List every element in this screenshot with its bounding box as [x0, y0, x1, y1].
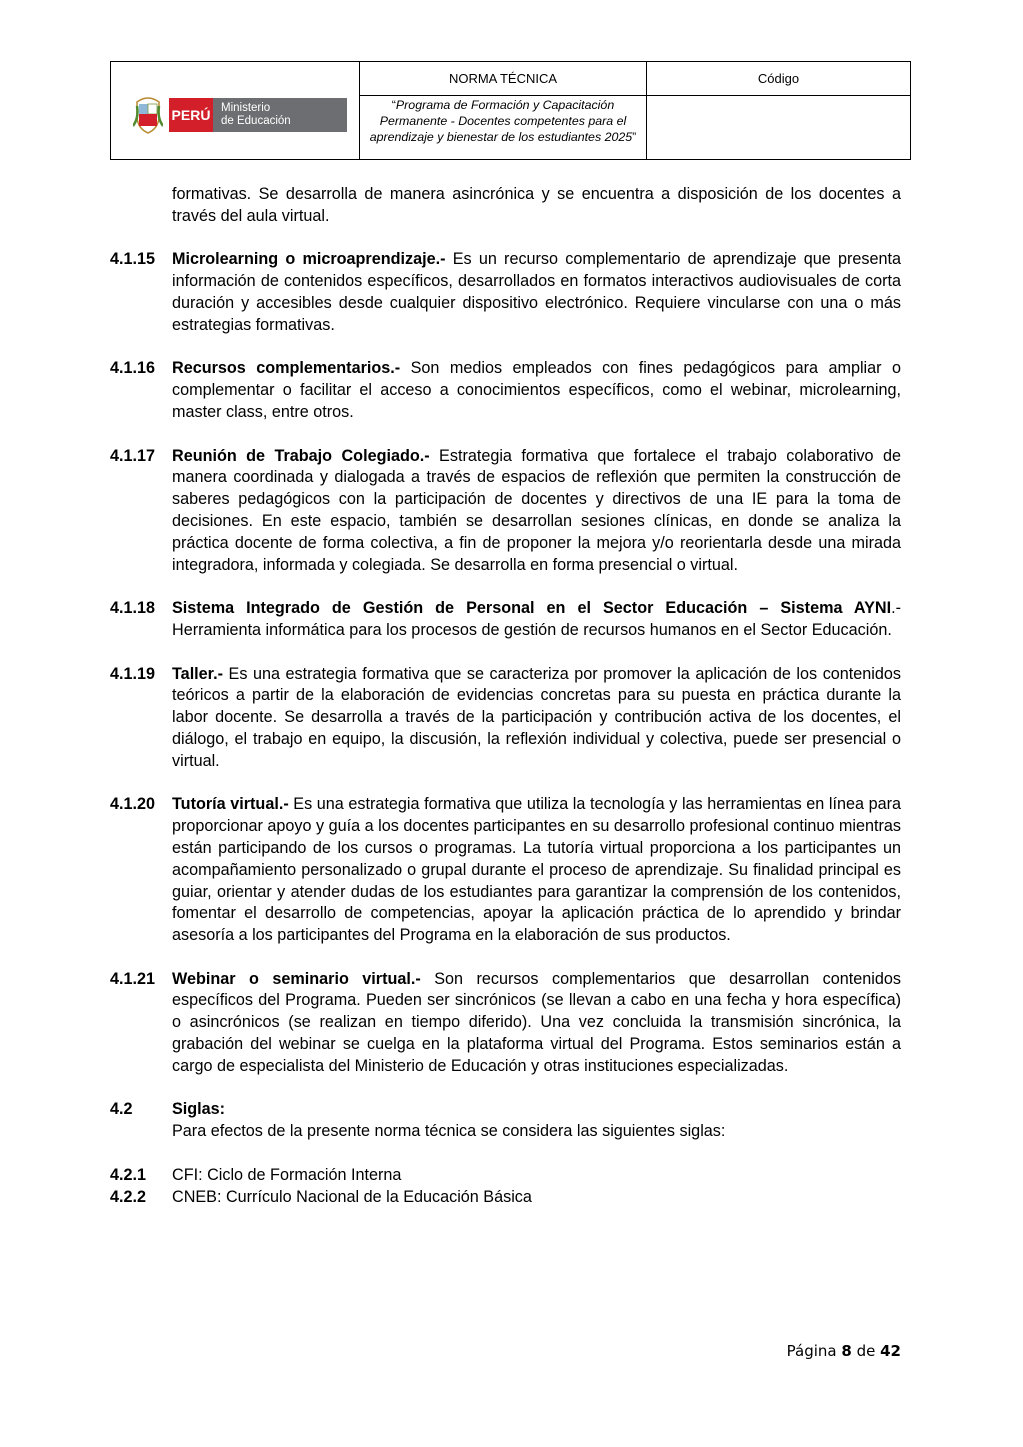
item-text: Es una estrategia formativa que se caracteriza por promover la aplicación de los contenidos teóricos a partir de la elaboración de evidencias concretas para su puesta en práctica durante la labor docente. Se desarrolla a través de la participación y contribución activa de los docentes, el diálogo, el trabajo en equipo, la discusión, la reflexión individual y colectiva, puede ser presencial o virtual. — [172, 664, 901, 770]
intro-paragraph — [110, 184, 901, 228]
page-number: 8 — [841, 1342, 852, 1360]
item-term: Taller.- — [172, 664, 223, 683]
definition-4-1-15 — [110, 249, 901, 336]
section-number: 4.2 — [110, 1100, 133, 1119]
item-number: 4.1.15 — [110, 250, 156, 269]
ministry-line-2: de Educación — [221, 115, 291, 127]
minedu-logo — [133, 94, 347, 136]
definition-4-1-19 — [110, 664, 901, 773]
acronym-text: CNEB: Currículo Nacional de la Educación Básica — [172, 1187, 532, 1206]
item-term: Recursos complementarios.- — [172, 359, 401, 378]
code-cell — [647, 62, 910, 159]
page-footer — [787, 1342, 901, 1360]
definition-4-1-16 — [110, 358, 901, 423]
item-term: Tutoría virtual.- — [172, 795, 289, 814]
document-header — [110, 61, 911, 160]
program-title — [366, 97, 640, 145]
definition-4-1-21 — [110, 969, 901, 1078]
definition-4-1-20 — [110, 794, 901, 947]
section-text: Para efectos de la presente norma técnica se considera las siguientes siglas: — [172, 1122, 726, 1141]
acronym-number: 4.2.2 — [110, 1187, 147, 1206]
logo-cell — [111, 62, 360, 159]
item-number: 4.1.20 — [110, 795, 156, 814]
definition-4-1-17 — [110, 446, 901, 577]
acronym-number: 4.2.1 — [110, 1165, 147, 1184]
item-number: 4.1.17 — [110, 446, 156, 465]
norma-tecnica-label: NORMA TÉCNICA — [360, 62, 646, 96]
item-number: 4.1.18 — [110, 599, 156, 618]
of-label: de — [856, 1342, 876, 1360]
ministry-line-1: Ministerio — [221, 102, 271, 114]
item-text: Es una estrategia formativa que utiliza la tecnología y las herramientas en línea para proporcionar apoyo y guía a los docentes participantes en su desarrollo profesional continuo mientras están participando de los cursos o programas. La tutoría virtual proporciona a los participantes un acompañamiento personalizado o grupal durante el proceso de aprendizaje. Su finalidad principal es guiar, orientar y atender dudas de los estudiantes para garantizar la comprensión de los contenidos, fomentar el desarrollo de competencias, apoyar la aplicación práctica de lo aprendido y brindar asesoría a los participantes del Programa en la elaboración de sus productos. — [172, 795, 901, 945]
item-text: Son recursos complementarios que desarrollan contenidos específicos del Programa. Pueden ser sincrónicos (se llevan a cabo en una fecha y hora específica) o asincrónicos (se realizan en tiempo diferido). Una vez concluida la transmisión sincrónica, la grabación del webinar se cuelga en la plataforma virtual del Programa. Estos seminarios están a cargo de especialista del Ministerio de Educación y otras instituciones especializadas. — [172, 969, 901, 1075]
ministry-label — [213, 98, 347, 132]
program-close-quote: ” — [632, 130, 637, 144]
item-term: Webinar o seminario virtual.- — [172, 969, 421, 988]
item-text: Es un recurso complementario de aprendizaje que presenta información de contenidos específicos, desarrollados en formatos interactivos audiovisuales de corta duración y accesibles desde cualquier dispositivo electrónico. Requiere vincularse con una o más estrategias formativas. — [172, 250, 901, 334]
page-label: Página — [786, 1342, 837, 1360]
definition-4-1-18 — [110, 598, 901, 642]
item-number: 4.1.16 — [110, 359, 156, 378]
total-pages: 42 — [880, 1342, 901, 1360]
codigo-label: Código — [647, 62, 910, 96]
acronym-text: CFI: Ciclo de Formación Interna — [172, 1165, 402, 1184]
peru-coat-of-arms-icon — [133, 96, 163, 134]
program-open-quote: “ — [391, 98, 396, 112]
item-number: 4.1.21 — [110, 969, 156, 988]
item-term: Reunión de Trabajo Colegiado.- — [172, 446, 430, 465]
item-text: .- Herramienta informática para los procesos de gestión de recursos humanos en el Sector Educación. — [172, 599, 901, 639]
section-title: Siglas: — [172, 1100, 226, 1119]
document-body — [110, 184, 901, 1208]
peru-label: PERÚ — [169, 98, 213, 132]
section-4-2 — [110, 1099, 901, 1143]
intro-text: formativas. Se desarrolla de manera asincrónica y se encuentra a disposición de los docentes a través del aula virtual. — [172, 185, 901, 225]
acronym-4-2-2 — [110, 1187, 901, 1209]
program-title-text: Programa de Formación y Capacitación Permanente - Docentes competentes para el aprendizaje y bienestar de los estudiantes 2025 — [369, 98, 633, 144]
item-number: 4.1.19 — [110, 664, 156, 683]
item-text: Estrategia formativa que fortalece el trabajo colaborativo de manera coordinada y dialogada a través de espacios de reflexión que permiten la construcción de saberes pedagógicos con la participación de docentes y directivos de una IE para la toma de decisiones. En este espacio, también se desarrollan sesiones clínicas, en donde se analiza la práctica docente de forma colectiva, a fin de proponer la mejora y/o reorientarla desde una mirada integradora, informada y colegiada. Se desarrolla en forma presencial o virtual. — [172, 446, 901, 574]
item-term: Sistema Integrado de Gestión de Personal en el Sector Educación – Sistema AYNI — [172, 599, 892, 618]
item-term: Microlearning o microaprendizaje.- — [172, 250, 446, 269]
acronym-4-2-1 — [110, 1165, 901, 1187]
item-text: Son medios empleados con fines pedagógicos para ampliar o complementar o facilitar el acceso a conocimientos específicos, como el webinar, microlearning, master class, entre otros. — [172, 359, 901, 421]
title-cell — [360, 62, 647, 159]
